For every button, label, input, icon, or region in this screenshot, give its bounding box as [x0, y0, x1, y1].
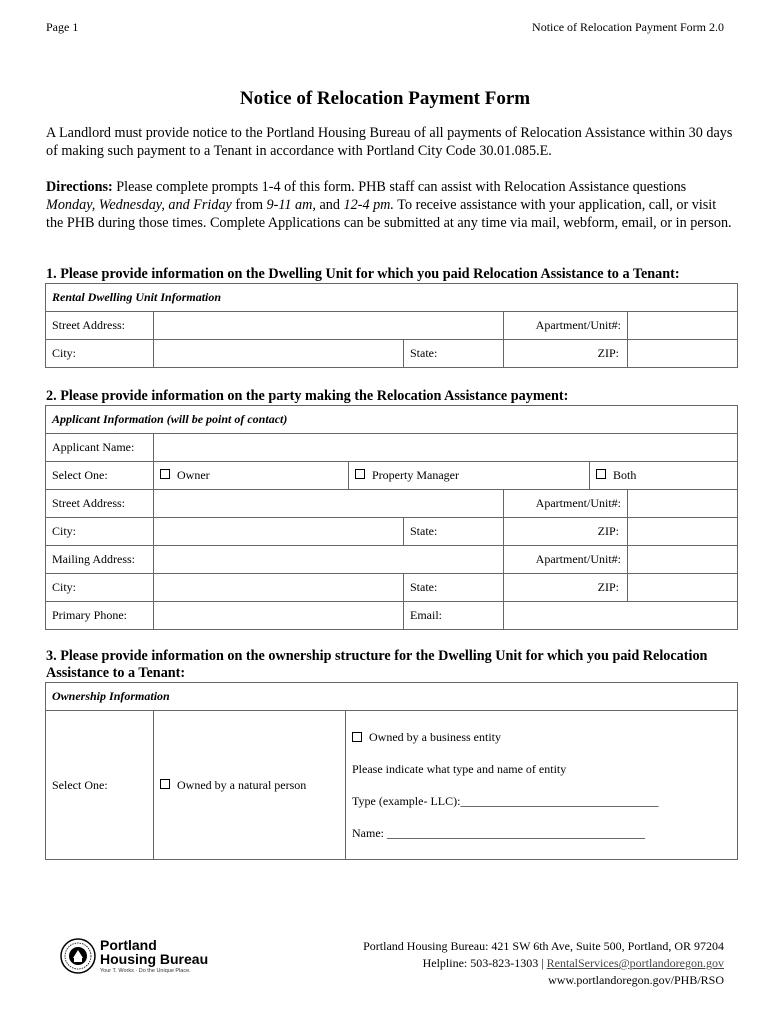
directions-text: and	[315, 197, 344, 213]
directions-time: 9-11 am,	[266, 197, 316, 213]
apartment-unit-label: Apartment/Unit#:	[504, 490, 628, 518]
footer-web-link[interactable]: www.portlandoregon.gov/PHB/RSO	[548, 973, 724, 987]
mailing-apartment-unit-label: Apartment/Unit#:	[504, 546, 628, 574]
mailing-state-label: State:	[404, 574, 504, 602]
page-number: Page 1	[46, 20, 79, 34]
both-option-label: Both	[613, 468, 637, 482]
city-field[interactable]	[154, 340, 404, 368]
checkbox-business-entity[interactable]	[352, 732, 362, 742]
directions-days: Monday, Wednesday, and Friday	[46, 197, 232, 213]
entity-name-field[interactable]: Name: ___________________________________________	[352, 825, 645, 840]
directions-paragraph	[46, 178, 736, 232]
primary-phone-field[interactable]	[154, 602, 404, 630]
email-label: Email:	[404, 602, 504, 630]
section-3-heading: 3. Please provide information on the ownership structure for the Dwelling Unit for which you paid Relocation Assistance to a Tenant:	[46, 648, 708, 681]
table-caption: Ownership Information	[46, 683, 738, 711]
mailing-address-label: Mailing Address:	[46, 546, 154, 574]
section-1-heading: 1. Please provide information on the Dwelling Unit for which you paid Relocation Assistance to a Tenant:	[46, 266, 680, 282]
directions-text: Please complete prompts 1-4 of this form. PHB staff can assist with Relocation Assistance questions	[112, 179, 687, 195]
footer-contact	[363, 938, 724, 989]
checkbox-natural-person[interactable]	[160, 779, 170, 789]
property-manager-option[interactable]	[349, 462, 590, 490]
business-entity-cell	[346, 711, 738, 860]
email-field[interactable]	[504, 602, 738, 630]
directions-label: Directions:	[46, 179, 113, 195]
footer-helpline-line	[363, 955, 724, 972]
apartment-unit-label: Apartment/Unit#:	[504, 312, 628, 340]
business-entity-option-label: Owned by a business entity	[369, 729, 501, 744]
table-caption: Applicant Information (will be point of contact)	[46, 406, 738, 434]
form-version: Notice of Relocation Payment Form 2.0	[532, 20, 724, 34]
entity-type-field[interactable]: Type (example- LLC):_________________________________	[352, 793, 659, 808]
owner-option-label: Owner	[177, 468, 210, 482]
city-label: City:	[46, 518, 154, 546]
checkbox-both[interactable]	[596, 469, 606, 479]
natural-person-option-label: Owned by a natural person	[177, 777, 307, 792]
apartment-unit-field[interactable]	[628, 312, 738, 340]
directions-text: from	[231, 197, 267, 213]
ownership-select-label: Select One:	[46, 711, 154, 860]
state-field[interactable]	[504, 340, 628, 368]
dwelling-unit-table	[45, 283, 738, 368]
mailing-zip-label: ZIP:	[597, 580, 619, 594]
applicant-name-label: Applicant Name:	[46, 434, 154, 462]
phb-logo	[60, 938, 230, 978]
both-option[interactable]	[590, 462, 738, 490]
state-field[interactable]	[504, 518, 628, 546]
table-caption: Rental Dwelling Unit Information	[46, 284, 738, 312]
city-field[interactable]	[154, 518, 404, 546]
mailing-state-field[interactable]	[504, 574, 628, 602]
owner-option[interactable]	[154, 462, 349, 490]
logo-text-housing-bureau: Housing Bureau	[100, 951, 209, 967]
street-address-field[interactable]	[154, 312, 504, 340]
zip-field[interactable]	[628, 340, 738, 368]
directions-text: To receive assistance with your application, call, or visit the PHB during those times. Complete Applications can be submitted at any time via mail, webform, email, or in person.	[46, 197, 732, 231]
mailing-city-label: City:	[46, 574, 154, 602]
state-label: State:	[404, 518, 504, 546]
footer-helpline: Helpline: 503-823-1303 |	[422, 956, 547, 970]
apartment-unit-field[interactable]	[628, 490, 738, 518]
zip-label: ZIP:	[597, 524, 619, 538]
section-2-heading: 2. Please provide information on the party making the Relocation Assistance payment:	[46, 388, 569, 404]
zip-field[interactable]	[628, 518, 738, 546]
business-entity-option[interactable]	[352, 721, 731, 753]
mailing-apartment-unit-field[interactable]	[628, 546, 738, 574]
primary-phone-label: Primary Phone:	[46, 602, 154, 630]
city-seal-icon	[60, 938, 96, 974]
mailing-address-field[interactable]	[154, 546, 504, 574]
entity-prompt: Please indicate what type and name of entity	[352, 761, 567, 776]
checkbox-property-manager[interactable]	[355, 469, 365, 479]
mailing-city-field[interactable]	[154, 574, 404, 602]
street-address-field[interactable]	[154, 490, 504, 518]
directions-time: 12-4 pm.	[343, 197, 394, 213]
logo-tagline: Your T. Works · Do the Unique Place.	[100, 968, 191, 974]
city-label: City:	[46, 340, 154, 368]
state-label: State:	[404, 340, 504, 368]
select-one-label: Select One:	[46, 462, 154, 490]
zip-label: ZIP:	[597, 346, 619, 360]
street-address-label: Street Address:	[46, 490, 154, 518]
property-manager-option-label: Property Manager	[372, 468, 459, 482]
applicant-name-field[interactable]	[154, 434, 738, 462]
page-title: Notice of Relocation Payment Form	[239, 88, 531, 109]
checkbox-owner[interactable]	[160, 469, 170, 479]
footer-address: Portland Housing Bureau: 421 SW 6th Ave, Suite 500, Portland, OR 97204	[363, 939, 724, 953]
ownership-table	[45, 682, 738, 860]
street-address-label: Street Address:	[46, 312, 154, 340]
applicant-table	[45, 405, 738, 630]
logo-text-portland: Portland	[100, 937, 157, 953]
footer-email-link[interactable]: RentalServices@portlandoregon.gov	[546, 956, 724, 970]
mailing-zip-field[interactable]	[628, 574, 738, 602]
intro-paragraph: A Landlord must provide notice to the Portland Housing Bureau of all payments of Relocation Assistance within 30 days of making such payment to a Tenant in accordance with Portland City Code 30.01.085.E.	[46, 125, 733, 159]
natural-person-option[interactable]	[154, 711, 346, 860]
